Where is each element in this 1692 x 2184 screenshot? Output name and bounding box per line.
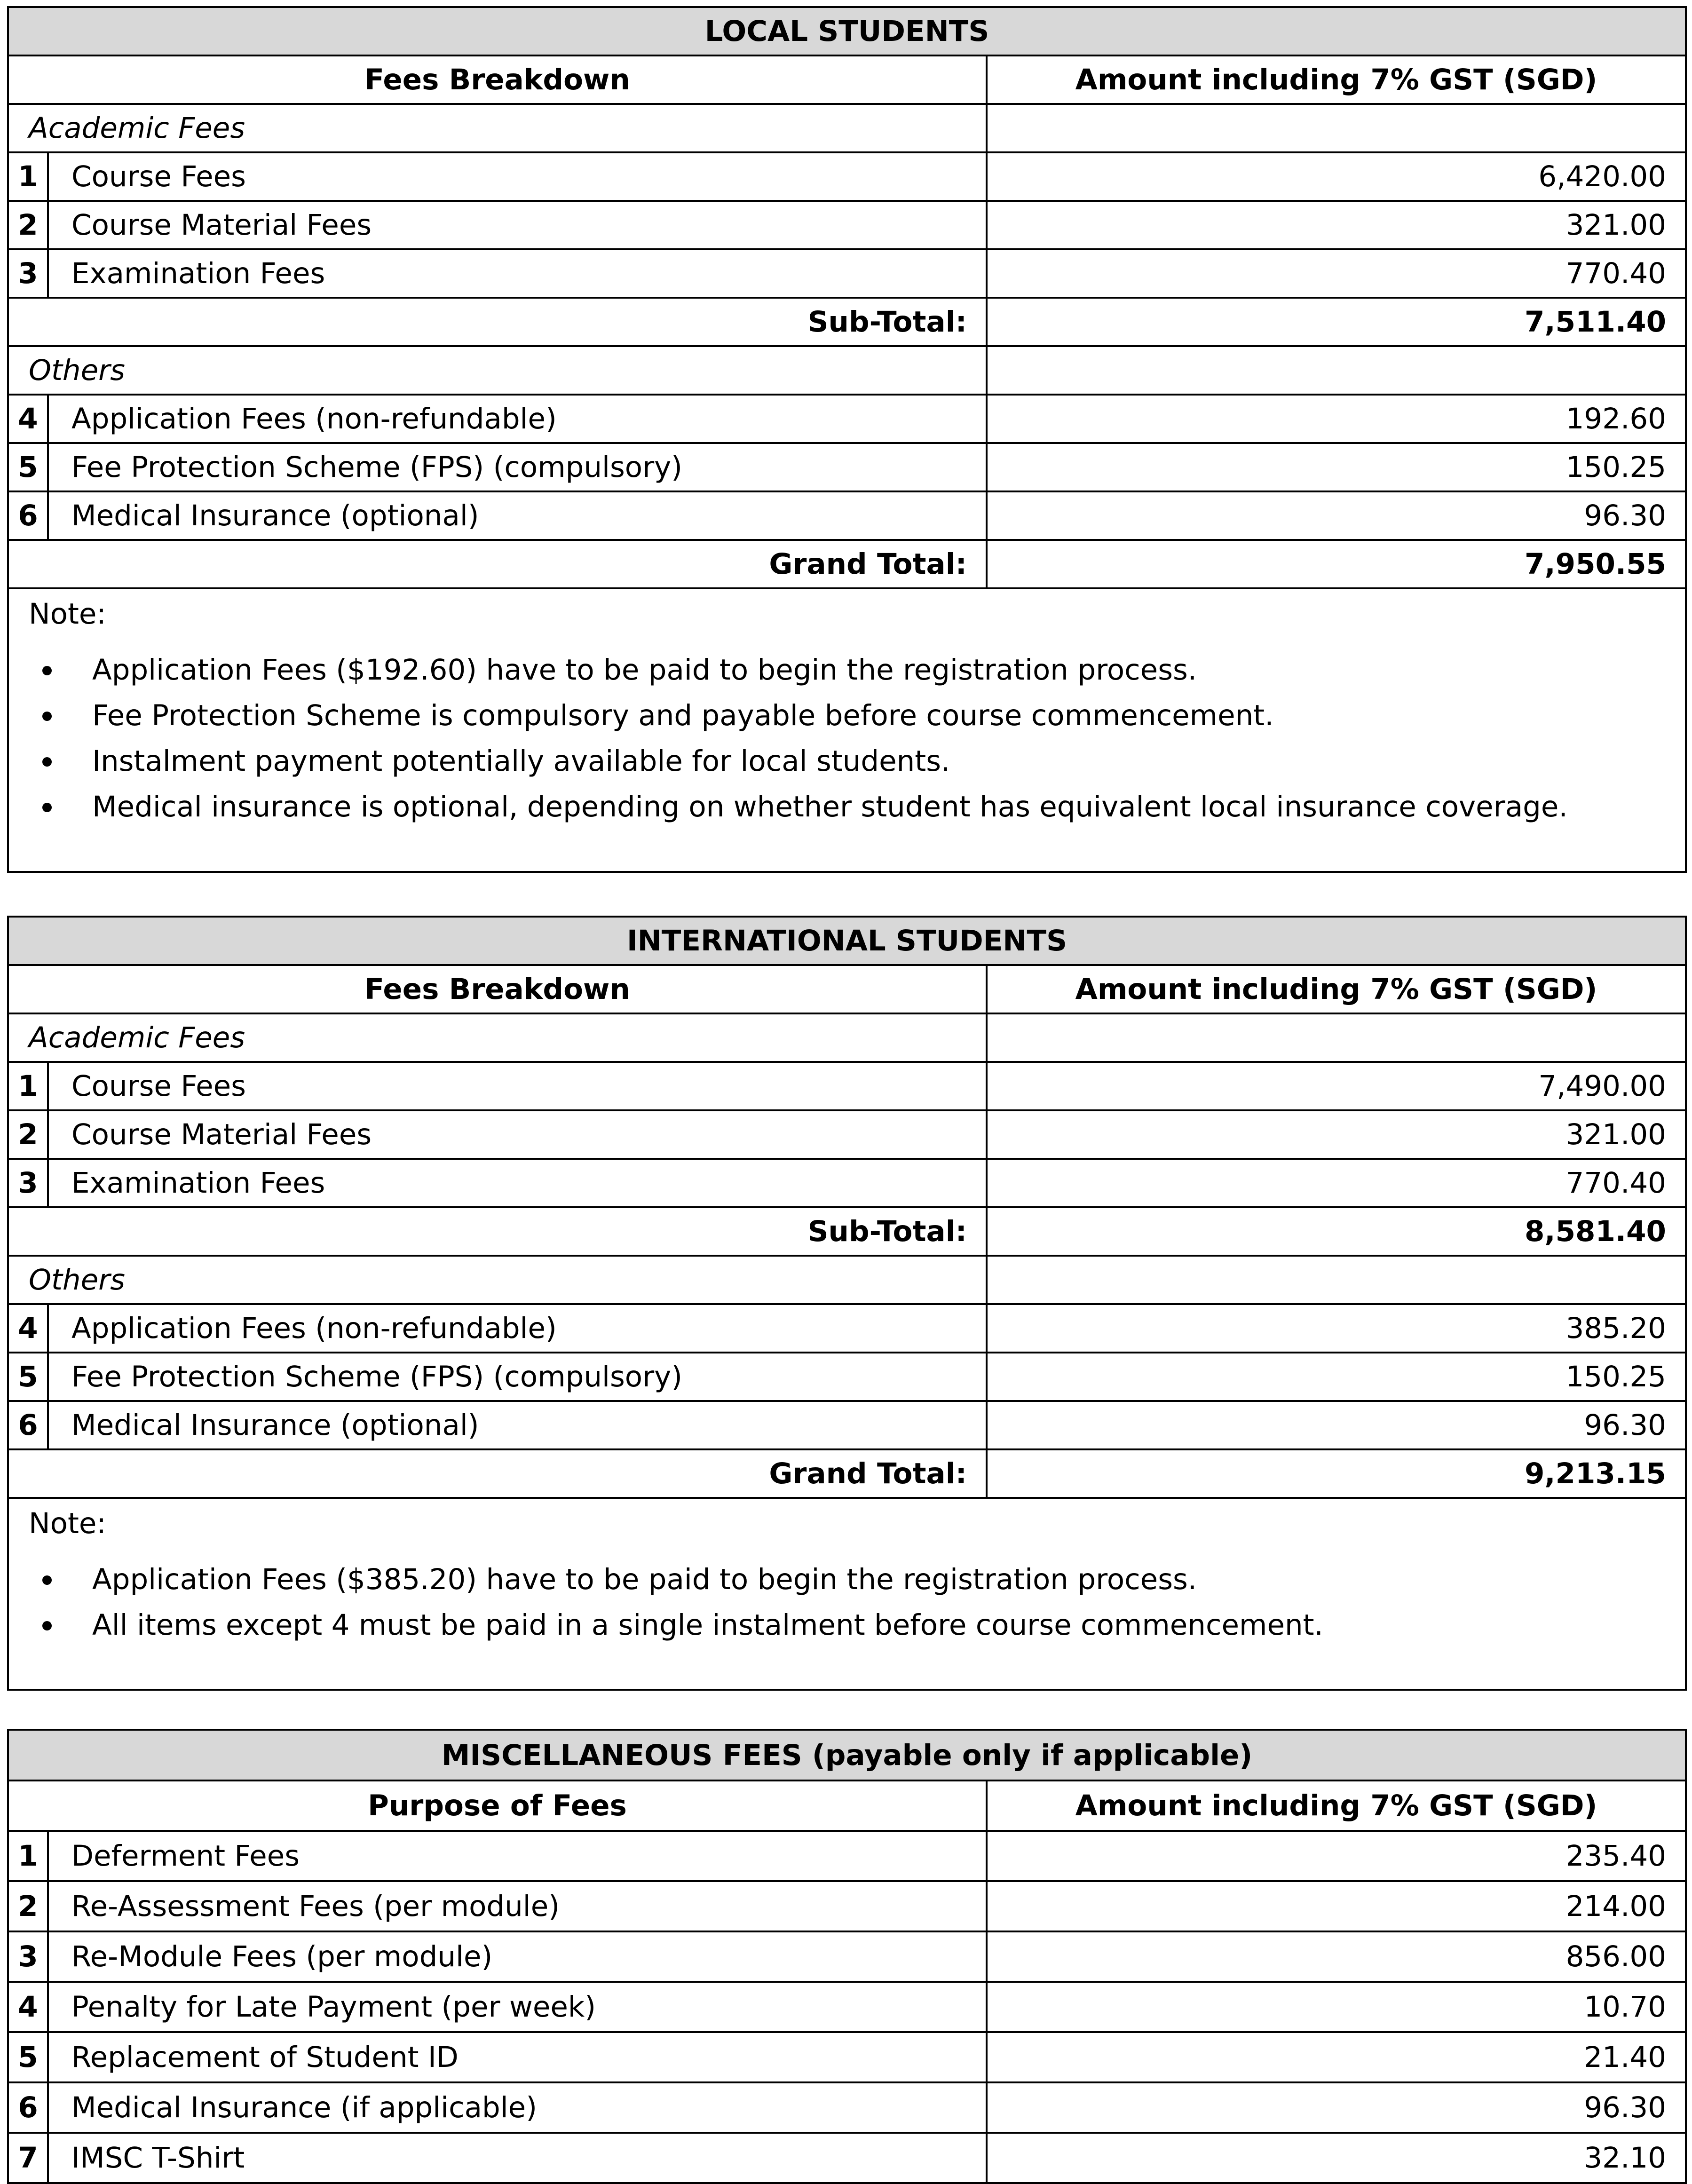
row-number: 3: [8, 1159, 48, 1207]
fee-amount: 150.25: [987, 443, 1686, 491]
category-label: Academic Fees: [8, 104, 987, 152]
fee-amount: 21.40: [987, 2032, 1686, 2082]
note-row: [8, 588, 1686, 872]
category-row-academic: [8, 1013, 1686, 1062]
fee-label: Course Material Fees: [48, 201, 987, 249]
fee-label: Examination Fees: [48, 249, 987, 298]
fee-label: Course Material Fees: [48, 1110, 987, 1159]
fee-amount: 192.60: [987, 395, 1686, 443]
table-row: [8, 1881, 1686, 1931]
table-row: [8, 1831, 1686, 1881]
category-label: Academic Fees: [8, 1013, 987, 1062]
fee-amount: 770.40: [987, 1159, 1686, 1207]
fee-label: Fee Protection Scheme (FPS) (compulsory): [48, 1353, 987, 1401]
fee-label: Penalty for Late Payment (per week): [48, 1982, 987, 2032]
subtotal-amount: 7,511.40: [987, 298, 1686, 346]
row-number: 7: [8, 2133, 48, 2183]
category-label: Others: [8, 346, 987, 395]
table-row: [8, 1982, 1686, 2032]
fee-label: Medical Insurance (optional): [48, 491, 987, 540]
row-number: 5: [8, 2032, 48, 2082]
fee-amount: 32.10: [987, 2133, 1686, 2183]
note-item: All items except 4 must be paid in a single instalment before course commencement.: [92, 1602, 1665, 1648]
fee-amount: 7,490.00: [987, 1062, 1686, 1110]
column-header-breakdown: Fees Breakdown: [8, 55, 987, 104]
table-row: [8, 491, 1686, 540]
fee-amount: 150.25: [987, 1353, 1686, 1401]
fee-amount: 6,420.00: [987, 152, 1686, 201]
table-header-row: [8, 1780, 1686, 1831]
table-row: [8, 201, 1686, 249]
subtotal-label: Sub-Total:: [8, 1207, 987, 1256]
table-title-main: MISCELLANEOUS FEES: [441, 1738, 802, 1772]
row-number: 1: [8, 1831, 48, 1881]
fee-label: IMSC T-Shirt: [48, 2133, 987, 2183]
fee-label: Re-Module Fees (per module): [48, 1931, 987, 1982]
table-row: [8, 1931, 1686, 1982]
column-header-amount: Amount including 7% GST (SGD): [987, 1780, 1686, 1831]
row-number: 5: [8, 1353, 48, 1401]
table-row: [8, 1062, 1686, 1110]
grandtotal-row: [8, 1449, 1686, 1498]
row-number: 1: [8, 152, 48, 201]
fee-label: Course Fees: [48, 1062, 987, 1110]
category-amount-empty: [987, 1013, 1686, 1062]
table-row: [8, 1353, 1686, 1401]
row-number: 3: [8, 249, 48, 298]
grandtotal-amount: 7,950.55: [987, 540, 1686, 588]
row-number: 2: [8, 1110, 48, 1159]
column-header-amount: Amount including 7% GST (SGD): [987, 55, 1686, 104]
grandtotal-label: Grand Total:: [8, 1449, 987, 1498]
subtotal-row: [8, 298, 1686, 346]
fee-amount: 321.00: [987, 1110, 1686, 1159]
note-item: Instalment payment potentially available for local students.: [92, 738, 1665, 784]
category-amount-empty: [987, 346, 1686, 395]
category-row-others: [8, 346, 1686, 395]
table-title: [8, 1730, 1686, 1780]
table-row: [8, 1304, 1686, 1353]
note-row: [8, 1498, 1686, 1690]
table-title-row: [8, 7, 1686, 55]
row-number: 4: [8, 1304, 48, 1353]
grandtotal-row: [8, 540, 1686, 588]
fee-amount: 235.40: [987, 1831, 1686, 1881]
table-row: [8, 1401, 1686, 1449]
category-label: Others: [8, 1256, 987, 1304]
fee-label: Fee Protection Scheme (FPS) (compulsory): [48, 443, 987, 491]
fee-amount: 770.40: [987, 249, 1686, 298]
note-cell: [8, 1498, 1686, 1690]
table-row: [8, 2133, 1686, 2183]
fee-label: Application Fees (non-refundable): [48, 395, 987, 443]
fee-label: Re-Assessment Fees (per module): [48, 1881, 987, 1931]
miscellaneous-fees-table: [7, 1729, 1687, 2184]
fee-label: Application Fees (non-refundable): [48, 1304, 987, 1353]
note-item: Fee Protection Scheme is compulsory and payable before course commencement.: [92, 693, 1665, 738]
fee-label: Replacement of Student ID: [48, 2032, 987, 2082]
row-number: 2: [8, 201, 48, 249]
note-label: Note:: [29, 1507, 106, 1540]
note-cell: [8, 588, 1686, 872]
note-list: [29, 1557, 1665, 1648]
row-number: 4: [8, 395, 48, 443]
row-number: 6: [8, 2082, 48, 2133]
table-title-row: [8, 917, 1686, 965]
column-header-breakdown: Fees Breakdown: [8, 965, 987, 1013]
fee-label: Medical Insurance (if applicable): [48, 2082, 987, 2133]
category-row-others: [8, 1256, 1686, 1304]
table-row: [8, 249, 1686, 298]
table-row: [8, 2082, 1686, 2133]
table-title: LOCAL STUDENTS: [8, 7, 1686, 55]
fee-amount: 96.30: [987, 491, 1686, 540]
category-amount-empty: [987, 104, 1686, 152]
grandtotal-amount: 9,213.15: [987, 1449, 1686, 1498]
table-row: [8, 443, 1686, 491]
column-header-purpose: Purpose of Fees: [8, 1780, 987, 1831]
fee-label: Course Fees: [48, 152, 987, 201]
fee-amount: 10.70: [987, 1982, 1686, 2032]
column-header-amount: Amount including 7% GST (SGD): [987, 965, 1686, 1013]
note-item: Application Fees ($192.60) have to be paid to begin the registration process.: [92, 647, 1665, 693]
fee-amount: 385.20: [987, 1304, 1686, 1353]
table-row: [8, 1159, 1686, 1207]
fee-label: Examination Fees: [48, 1159, 987, 1207]
table-row: [8, 395, 1686, 443]
row-number: 5: [8, 443, 48, 491]
row-number: 2: [8, 1881, 48, 1931]
fee-amount: 96.30: [987, 1401, 1686, 1449]
row-number: 4: [8, 1982, 48, 2032]
table-title: INTERNATIONAL STUDENTS: [8, 917, 1686, 965]
table-row: [8, 152, 1686, 201]
fee-amount: 856.00: [987, 1931, 1686, 1982]
note-label: Note:: [29, 597, 106, 631]
fee-amount: 321.00: [987, 201, 1686, 249]
category-row-academic: [8, 104, 1686, 152]
row-number: 1: [8, 1062, 48, 1110]
note-list: [29, 647, 1665, 830]
fee-label: Medical Insurance (optional): [48, 1401, 987, 1449]
row-number: 6: [8, 1401, 48, 1449]
table-header-row: [8, 55, 1686, 104]
grandtotal-label: Grand Total:: [8, 540, 987, 588]
subtotal-row: [8, 1207, 1686, 1256]
fee-label: Deferment Fees: [48, 1831, 987, 1881]
row-number: 3: [8, 1931, 48, 1982]
category-amount-empty: [987, 1256, 1686, 1304]
subtotal-amount: 8,581.40: [987, 1207, 1686, 1256]
fee-amount: 96.30: [987, 2082, 1686, 2133]
table-row: [8, 1110, 1686, 1159]
table-title-row: [8, 1730, 1686, 1780]
table-title-qualifier: (payable only if applicable): [802, 1738, 1253, 1772]
table-header-row: [8, 965, 1686, 1013]
row-number: 6: [8, 491, 48, 540]
table-row: [8, 2032, 1686, 2082]
subtotal-label: Sub-Total:: [8, 298, 987, 346]
international-students-table: [7, 916, 1687, 1691]
local-students-table: [7, 6, 1687, 873]
note-item: Application Fees ($385.20) have to be paid to begin the registration process.: [92, 1557, 1665, 1602]
note-item: Medical insurance is optional, depending on whether student has equivalent local insurance coverage.: [92, 784, 1665, 830]
fee-amount: 214.00: [987, 1881, 1686, 1931]
